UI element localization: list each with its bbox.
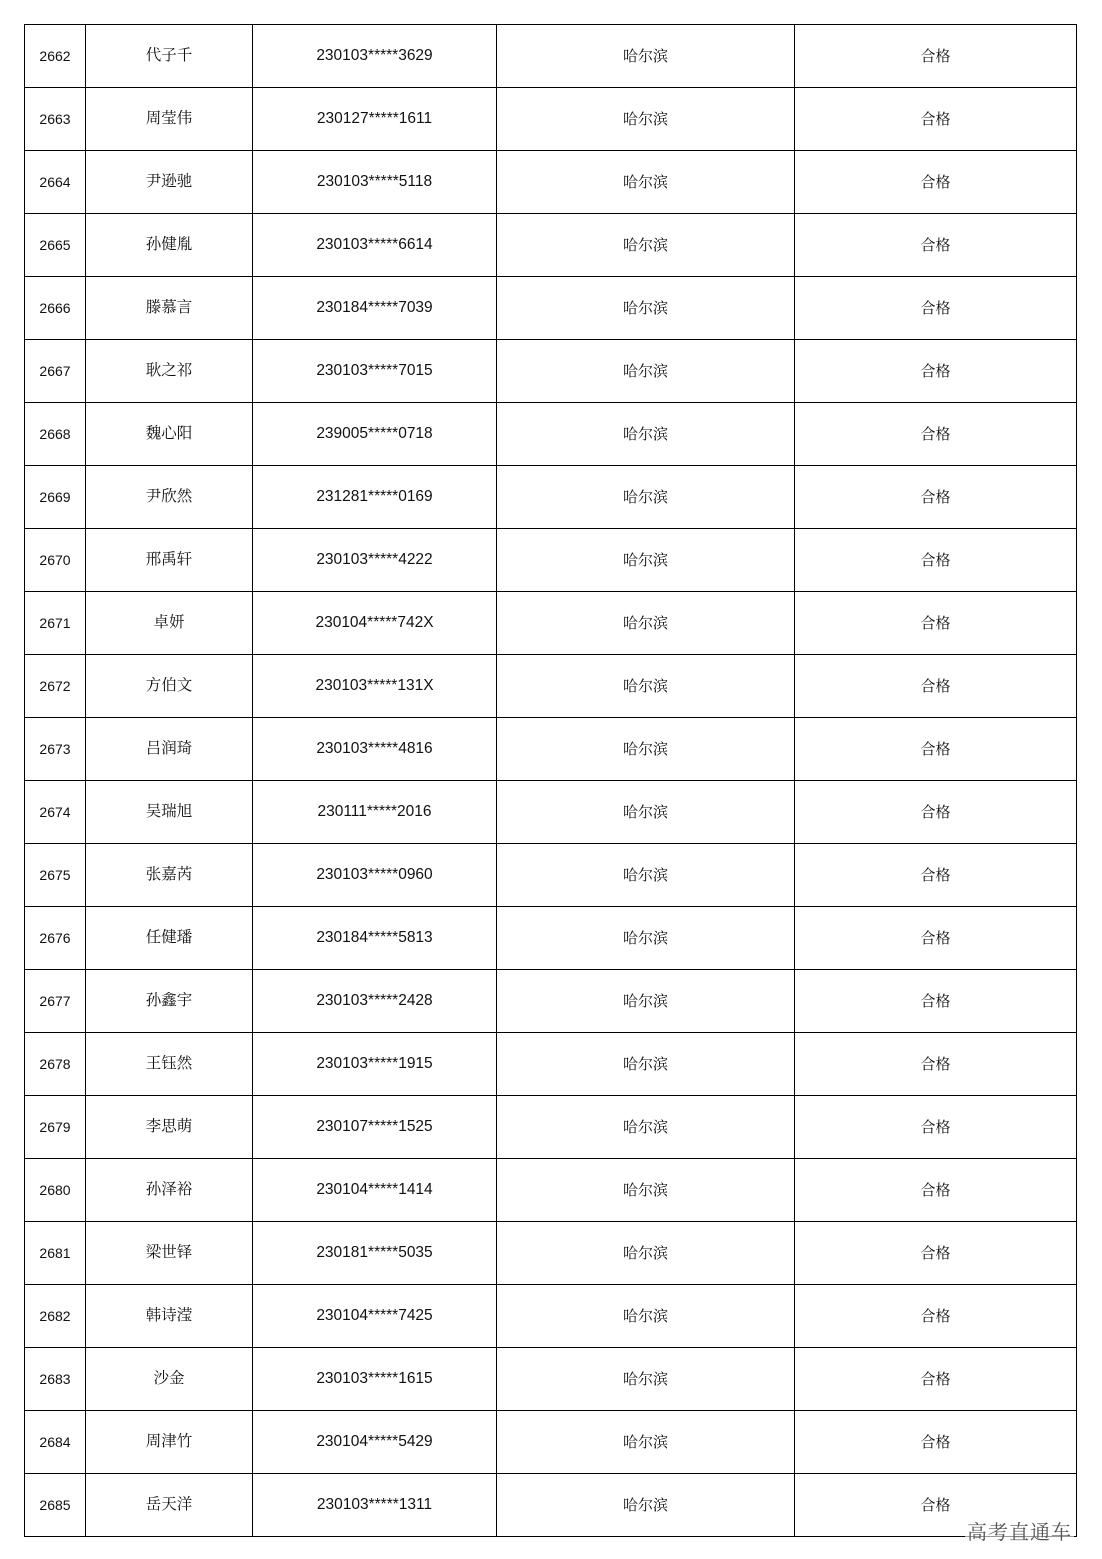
- cell-number: 2665: [25, 214, 86, 277]
- results-table-container: [24, 24, 1076, 1532]
- cell-result: 合格: [795, 655, 1077, 718]
- cell-number: 2679: [25, 1096, 86, 1159]
- table-row: [25, 214, 1077, 277]
- cell-region: 哈尔滨: [497, 1096, 795, 1159]
- cell-number: 2672: [25, 655, 86, 718]
- cell-number: 2685: [25, 1474, 86, 1537]
- cell-region: 哈尔滨: [497, 655, 795, 718]
- table-row: [25, 277, 1077, 340]
- cell-id-number: 239005*****0718: [253, 403, 497, 466]
- cell-result: 合格: [795, 970, 1077, 1033]
- table-row: [25, 529, 1077, 592]
- cell-number: 2678: [25, 1033, 86, 1096]
- cell-name: 孙泽裕: [86, 1159, 253, 1222]
- cell-name: 吴瑞旭: [86, 781, 253, 844]
- cell-result: 合格: [795, 1159, 1077, 1222]
- cell-result: 合格: [795, 1033, 1077, 1096]
- cell-region: 哈尔滨: [497, 844, 795, 907]
- table-row: [25, 88, 1077, 151]
- cell-name: 魏心阳: [86, 403, 253, 466]
- cell-name: 滕慕言: [86, 277, 253, 340]
- cell-id-number: 230111*****2016: [253, 781, 497, 844]
- cell-id-number: 230103*****7015: [253, 340, 497, 403]
- cell-region: 哈尔滨: [497, 277, 795, 340]
- cell-name: 方伯文: [86, 655, 253, 718]
- cell-region: 哈尔滨: [497, 781, 795, 844]
- table-row: [25, 1348, 1077, 1411]
- cell-id-number: 230103*****0960: [253, 844, 497, 907]
- table-row: [25, 1096, 1077, 1159]
- cell-result: 合格: [795, 214, 1077, 277]
- cell-region: 哈尔滨: [497, 1159, 795, 1222]
- cell-id-number: 231281*****0169: [253, 466, 497, 529]
- cell-region: 哈尔滨: [497, 1285, 795, 1348]
- table-row: [25, 466, 1077, 529]
- cell-region: 哈尔滨: [497, 529, 795, 592]
- cell-name: 任健璠: [86, 907, 253, 970]
- cell-id-number: 230181*****5035: [253, 1222, 497, 1285]
- cell-result: 合格: [795, 151, 1077, 214]
- cell-region: 哈尔滨: [497, 907, 795, 970]
- cell-id-number: 230103*****131X: [253, 655, 497, 718]
- cell-number: 2664: [25, 151, 86, 214]
- cell-result: 合格: [795, 25, 1077, 88]
- table-body: [25, 25, 1077, 1537]
- cell-name: 沙金: [86, 1348, 253, 1411]
- cell-result: 合格: [795, 1285, 1077, 1348]
- cell-name: 卓妍: [86, 592, 253, 655]
- cell-result: 合格: [795, 466, 1077, 529]
- table-row: [25, 592, 1077, 655]
- cell-name: 代子千: [86, 25, 253, 88]
- cell-name: 岳天洋: [86, 1474, 253, 1537]
- cell-id-number: 230103*****1615: [253, 1348, 497, 1411]
- cell-name: 尹逊驰: [86, 151, 253, 214]
- cell-name: 孙鑫宇: [86, 970, 253, 1033]
- cell-region: 哈尔滨: [497, 25, 795, 88]
- table-row: [25, 1285, 1077, 1348]
- table-row: [25, 25, 1077, 88]
- cell-number: 2682: [25, 1285, 86, 1348]
- cell-name: 尹欣然: [86, 466, 253, 529]
- cell-name: 邢禹轩: [86, 529, 253, 592]
- cell-id-number: 230103*****1915: [253, 1033, 497, 1096]
- cell-result: 合格: [795, 1096, 1077, 1159]
- cell-region: 哈尔滨: [497, 1411, 795, 1474]
- cell-id-number: 230107*****1525: [253, 1096, 497, 1159]
- cell-number: 2681: [25, 1222, 86, 1285]
- table-row: [25, 403, 1077, 466]
- cell-region: 哈尔滨: [497, 1222, 795, 1285]
- table-row: [25, 844, 1077, 907]
- cell-region: 哈尔滨: [497, 340, 795, 403]
- cell-name: 王钰然: [86, 1033, 253, 1096]
- table-row: [25, 655, 1077, 718]
- cell-name: 韩诗滢: [86, 1285, 253, 1348]
- cell-result: 合格: [795, 529, 1077, 592]
- table-row: [25, 151, 1077, 214]
- cell-number: 2667: [25, 340, 86, 403]
- cell-number: 2680: [25, 1159, 86, 1222]
- cell-id-number: 230104*****5429: [253, 1411, 497, 1474]
- cell-result: 合格: [795, 88, 1077, 151]
- cell-id-number: 230184*****5813: [253, 907, 497, 970]
- cell-result: 合格: [795, 592, 1077, 655]
- cell-id-number: 230103*****2428: [253, 970, 497, 1033]
- table-row: [25, 1222, 1077, 1285]
- cell-region: 哈尔滨: [497, 592, 795, 655]
- cell-id-number: 230104*****7425: [253, 1285, 497, 1348]
- cell-number: 2663: [25, 88, 86, 151]
- cell-region: 哈尔滨: [497, 151, 795, 214]
- cell-id-number: 230103*****1311: [253, 1474, 497, 1537]
- table-row: [25, 340, 1077, 403]
- table-row: [25, 1411, 1077, 1474]
- cell-number: 2676: [25, 907, 86, 970]
- table-row: [25, 1033, 1077, 1096]
- cell-id-number: 230103*****5118: [253, 151, 497, 214]
- cell-region: 哈尔滨: [497, 403, 795, 466]
- cell-region: 哈尔滨: [497, 1033, 795, 1096]
- table-row: [25, 907, 1077, 970]
- cell-region: 哈尔滨: [497, 466, 795, 529]
- cell-result: 合格: [795, 1222, 1077, 1285]
- cell-number: 2668: [25, 403, 86, 466]
- results-table: [24, 24, 1077, 1537]
- cell-name: 孙健胤: [86, 214, 253, 277]
- cell-id-number: 230104*****742X: [253, 592, 497, 655]
- cell-id-number: 230103*****4222: [253, 529, 497, 592]
- cell-number: 2666: [25, 277, 86, 340]
- cell-id-number: 230104*****1414: [253, 1159, 497, 1222]
- cell-number: 2675: [25, 844, 86, 907]
- cell-region: 哈尔滨: [497, 1474, 795, 1537]
- cell-number: 2684: [25, 1411, 86, 1474]
- cell-name: 周津竹: [86, 1411, 253, 1474]
- cell-result: 合格: [795, 403, 1077, 466]
- cell-name: 周莹伟: [86, 88, 253, 151]
- cell-result: 合格: [795, 1348, 1077, 1411]
- cell-name: 梁世铎: [86, 1222, 253, 1285]
- cell-result: 合格: [795, 844, 1077, 907]
- table-row: [25, 718, 1077, 781]
- cell-result: 合格: [795, 1474, 1077, 1537]
- cell-result: 合格: [795, 277, 1077, 340]
- cell-number: 2674: [25, 781, 86, 844]
- cell-number: 2671: [25, 592, 86, 655]
- cell-result: 合格: [795, 718, 1077, 781]
- cell-name: 李思萌: [86, 1096, 253, 1159]
- cell-id-number: 230127*****1611: [253, 88, 497, 151]
- cell-region: 哈尔滨: [497, 970, 795, 1033]
- cell-number: 2673: [25, 718, 86, 781]
- cell-region: 哈尔滨: [497, 88, 795, 151]
- cell-number: 2669: [25, 466, 86, 529]
- cell-result: 合格: [795, 340, 1077, 403]
- cell-id-number: 230103*****4816: [253, 718, 497, 781]
- cell-number: 2677: [25, 970, 86, 1033]
- table-row: [25, 970, 1077, 1033]
- cell-result: 合格: [795, 781, 1077, 844]
- table-row: [25, 1474, 1077, 1537]
- cell-region: 哈尔滨: [497, 718, 795, 781]
- cell-id-number: 230103*****6614: [253, 214, 497, 277]
- cell-region: 哈尔滨: [497, 214, 795, 277]
- cell-name: 吕润琦: [86, 718, 253, 781]
- cell-name: 耿之祁: [86, 340, 253, 403]
- cell-id-number: 230184*****7039: [253, 277, 497, 340]
- cell-number: 2670: [25, 529, 86, 592]
- cell-number: 2662: [25, 25, 86, 88]
- cell-name: 张嘉芮: [86, 844, 253, 907]
- watermark-text: 高考直通车: [965, 1516, 1074, 1545]
- cell-number: 2683: [25, 1348, 86, 1411]
- table-row: [25, 781, 1077, 844]
- cell-region: 哈尔滨: [497, 1348, 795, 1411]
- cell-result: 合格: [795, 1411, 1077, 1474]
- cell-result: 合格: [795, 907, 1077, 970]
- cell-id-number: 230103*****3629: [253, 25, 497, 88]
- table-row: [25, 1159, 1077, 1222]
